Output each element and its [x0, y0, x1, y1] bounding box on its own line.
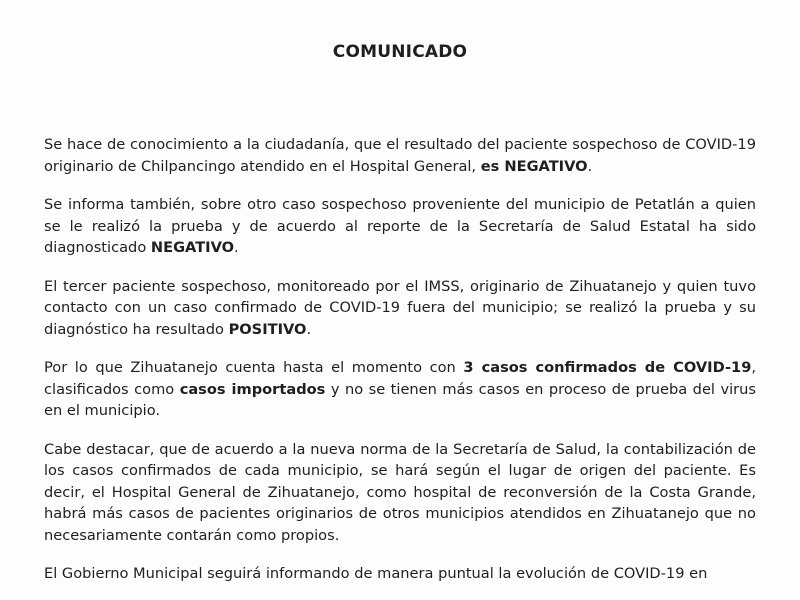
- paragraph-text: Se informa también, sobre otro caso sospechoso proveniente del municipio de Petatlán a quien se le realizó la prueba y de acuerdo al reporte de la Secretaría de Salud Estatal ha sido diagnosticado: [44, 196, 756, 256]
- paragraph-1: [44, 134, 756, 177]
- paragraph-2: [44, 194, 756, 259]
- paragraph-text: El tercer paciente sospechoso, monitoreado por el IMSS, originario de Zihuatanejo y quien tuvo contacto con un caso confirmado de COVID-19 fuera del municipio; se realizó la prueba y su diagnóstico ha resultado: [44, 277, 756, 338]
- paragraph-4: [44, 357, 756, 422]
- paragraph-5: [44, 439, 756, 547]
- document-title: COMUNICADO: [332, 42, 468, 62]
- paragraph-3: [44, 276, 756, 341]
- bold-text: NEGATIVO: [150, 239, 235, 256]
- bold-text: 3 casos confirmados de COVID-19: [463, 359, 752, 376]
- paragraph-text: .: [234, 239, 239, 256]
- paragraph-text: Cabe destacar, que de acuerdo a la nueva norma de la Secretaría de Salud, la contabilización de los casos confirmados de cada municipio, se hará según el lugar de origen del paciente. Es decir, el Hospital General de Zihuatanejo, como hospital de reconversión de la Costa Grande, habrá más casos de pacientes originarios de otros municipios atendidos en Zihuatanejo que no necesariamente contarán como propios.: [44, 440, 756, 544]
- paragraph-text: .: [587, 157, 593, 175]
- paragraph-text: Por lo que Zihuatanejo cuenta hasta el momento con: [44, 359, 464, 376]
- paragraph-text: Se hace de conocimiento a la ciudadanía, que el resultado del paciente sospechoso de COVID-19 originario de Chilpancingo atendido en el Hospital General,: [44, 136, 756, 175]
- paragraph-6: [44, 563, 756, 585]
- paragraph-text: .: [306, 320, 312, 338]
- paragraph-text: El Gobierno Municipal seguirá informando de manera puntual la evolución de COVID-19 en: [44, 565, 708, 582]
- document-body: [44, 134, 756, 600]
- paragraph-text: , clasificados como: [44, 359, 757, 398]
- paragraph-text: y no se tienen más casos en proceso de prueba del virus en el municipio.: [44, 380, 756, 419]
- bold-text: POSITIVO: [228, 320, 307, 338]
- bold-text: casos importados: [179, 380, 326, 398]
- bold-text: es NEGATIVO: [480, 157, 588, 175]
